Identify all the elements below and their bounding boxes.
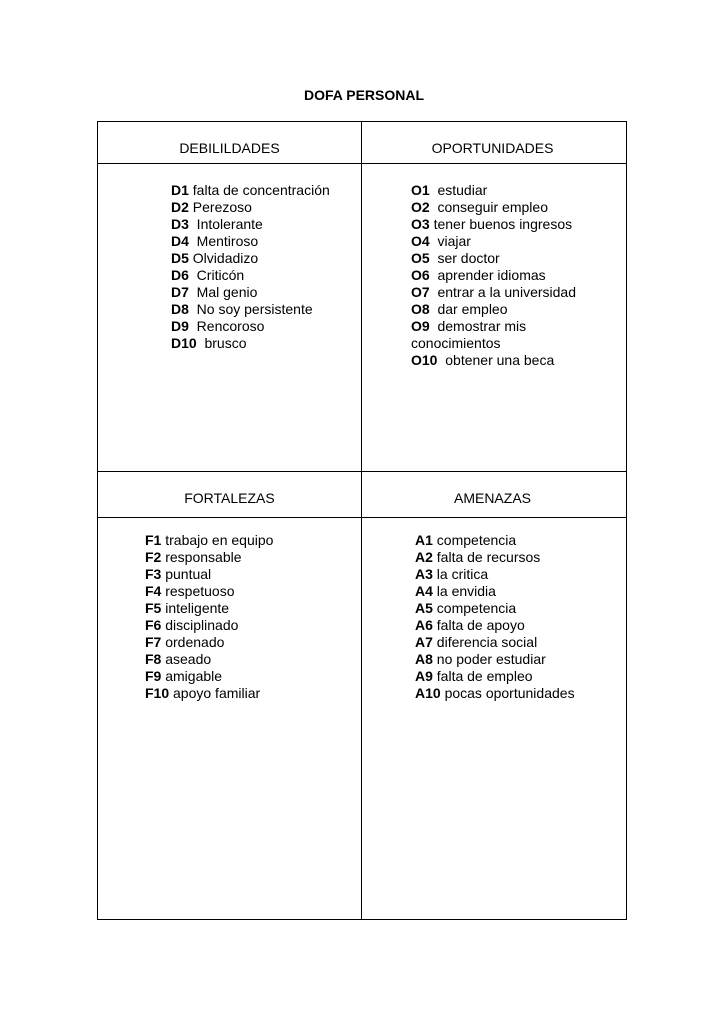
item-text: Olvidadizo: [188, 250, 259, 266]
list-item: [171, 284, 330, 301]
item-text: responsable: [161, 549, 242, 565]
item-code: F9: [145, 668, 162, 684]
item-text: ser doctor: [429, 250, 500, 266]
item-text: competencia: [432, 532, 517, 548]
item-text: aseado: [161, 651, 212, 667]
list-item: [411, 250, 576, 267]
item-text: amigable: [161, 668, 223, 684]
item-code: A7: [415, 634, 433, 650]
item-code: A4: [415, 583, 433, 599]
item-code: O5: [411, 250, 430, 266]
fortalezas-header: FORTALEZAS: [184, 490, 275, 506]
column-divider: [361, 122, 362, 919]
item-text: obtener una beca: [437, 352, 555, 368]
list-item: [411, 301, 576, 318]
list-item: [411, 318, 576, 335]
list-item: [171, 199, 330, 216]
header-divider-bottom: [98, 517, 626, 518]
item-text: Criticón: [188, 267, 245, 283]
list-item: [415, 617, 575, 634]
list-item: [171, 216, 330, 233]
item-code: F10: [145, 685, 170, 701]
item-code: O8: [411, 301, 430, 317]
list-item: [415, 566, 575, 583]
item-text: no poder estudiar: [432, 651, 546, 667]
list-item: [411, 233, 576, 250]
item-text: conseguir empleo: [429, 199, 548, 215]
item-code: F2: [145, 549, 162, 565]
list-item: [171, 233, 330, 250]
item-code: O9: [411, 318, 430, 334]
list-item: [415, 549, 575, 566]
item-code: O10: [411, 352, 438, 368]
list-item: [415, 668, 575, 685]
item-text: conocimientos: [411, 335, 501, 351]
item-text: falta de recursos: [432, 549, 541, 565]
item-code: F6: [145, 617, 162, 633]
list-item: [411, 335, 576, 352]
item-code: A9: [415, 668, 433, 684]
debilidades-list: [171, 182, 330, 352]
item-code: F1: [145, 532, 162, 548]
item-code: O2: [411, 199, 430, 215]
item-code: O4: [411, 233, 430, 249]
item-text: No soy persistente: [188, 301, 313, 317]
item-text: respetuoso: [161, 583, 235, 599]
item-code: D2: [171, 199, 189, 215]
list-item: [415, 634, 575, 651]
item-text: demostrar mis: [429, 318, 527, 334]
item-code: F8: [145, 651, 162, 667]
item-code: A8: [415, 651, 433, 667]
item-code: F3: [145, 566, 162, 582]
list-item: [171, 335, 330, 352]
item-text: Perezoso: [188, 199, 252, 215]
item-text: disciplinado: [161, 617, 239, 633]
list-item: [411, 267, 576, 284]
item-code: O6: [411, 267, 430, 283]
item-text: tener buenos ingresos: [429, 216, 573, 232]
list-item: [171, 250, 330, 267]
item-code: O1: [411, 182, 430, 198]
item-text: entrar a la universidad: [429, 284, 576, 300]
item-code: F4: [145, 583, 162, 599]
item-text: estudiar: [429, 182, 488, 198]
list-item: [145, 566, 273, 583]
list-item: [171, 301, 330, 318]
item-code: D10: [171, 335, 197, 351]
list-item: [145, 549, 273, 566]
quadrant-divider: [98, 471, 626, 472]
item-code: D4: [171, 233, 189, 249]
list-item: [171, 318, 330, 335]
list-item: [145, 668, 273, 685]
list-item: [415, 600, 575, 617]
item-code: A10: [415, 685, 441, 701]
item-text: ordenado: [161, 634, 225, 650]
item-text: brusco: [196, 335, 247, 351]
list-item: [415, 651, 575, 668]
list-item: [145, 532, 273, 549]
item-text: la envidia: [432, 583, 496, 599]
item-code: D5: [171, 250, 189, 266]
list-item: [145, 685, 273, 702]
item-text: inteligente: [161, 600, 230, 616]
item-text: trabajo en equipo: [161, 532, 274, 548]
item-text: Rencoroso: [188, 318, 265, 334]
list-item: [145, 634, 273, 651]
list-item: [411, 182, 576, 199]
item-code: A5: [415, 600, 433, 616]
dofa-matrix: [97, 121, 627, 920]
item-text: Mal genio: [188, 284, 258, 300]
item-text: puntual: [161, 566, 212, 582]
item-code: A3: [415, 566, 433, 582]
item-code: D6: [171, 267, 189, 283]
list-item: [415, 685, 575, 702]
debilidades-header: DEBILILDADES: [179, 140, 280, 156]
item-code: D1: [171, 182, 189, 198]
item-code: O7: [411, 284, 430, 300]
item-text: Intolerante: [188, 216, 263, 232]
item-text: viajar: [429, 233, 471, 249]
header-divider-top: [98, 163, 626, 164]
item-code: D3: [171, 216, 189, 232]
item-text: falta de empleo: [432, 668, 533, 684]
item-code: A6: [415, 617, 433, 633]
item-text: diferencia social: [432, 634, 538, 650]
list-item: [415, 583, 575, 600]
item-code: D7: [171, 284, 189, 300]
list-item: [415, 532, 575, 549]
item-text: la critica: [432, 566, 489, 582]
list-item: [411, 199, 576, 216]
list-item: [171, 182, 330, 199]
item-code: A1: [415, 532, 433, 548]
list-item: [145, 651, 273, 668]
fortalezas-list: [145, 532, 273, 702]
list-item: [411, 352, 576, 369]
item-code: A2: [415, 549, 433, 565]
oportunidades-header: OPORTUNIDADES: [431, 140, 554, 156]
item-text: aprender idiomas: [429, 267, 546, 283]
item-text: falta de concentración: [188, 182, 330, 198]
list-item: [145, 600, 273, 617]
item-text: dar empleo: [429, 301, 508, 317]
amenazas-header: AMENAZAS: [453, 490, 531, 506]
item-code: O3: [411, 216, 430, 232]
item-code: D9: [171, 318, 189, 334]
item-text: competencia: [432, 600, 517, 616]
amenazas-list: [415, 532, 575, 702]
item-code: D8: [171, 301, 189, 317]
item-text: Mentiroso: [188, 233, 259, 249]
item-text: pocas oportunidades: [440, 685, 575, 701]
item-text: apoyo familiar: [169, 685, 261, 701]
item-code: F7: [145, 634, 162, 650]
page-title: DOFA PERSONAL: [303, 87, 425, 103]
item-code: F5: [145, 600, 162, 616]
oportunidades-list: [411, 182, 576, 369]
list-item: [171, 267, 330, 284]
item-text: falta de apoyo: [432, 617, 525, 633]
list-item: [145, 583, 273, 600]
list-item: [411, 216, 576, 233]
list-item: [145, 617, 273, 634]
list-item: [411, 284, 576, 301]
